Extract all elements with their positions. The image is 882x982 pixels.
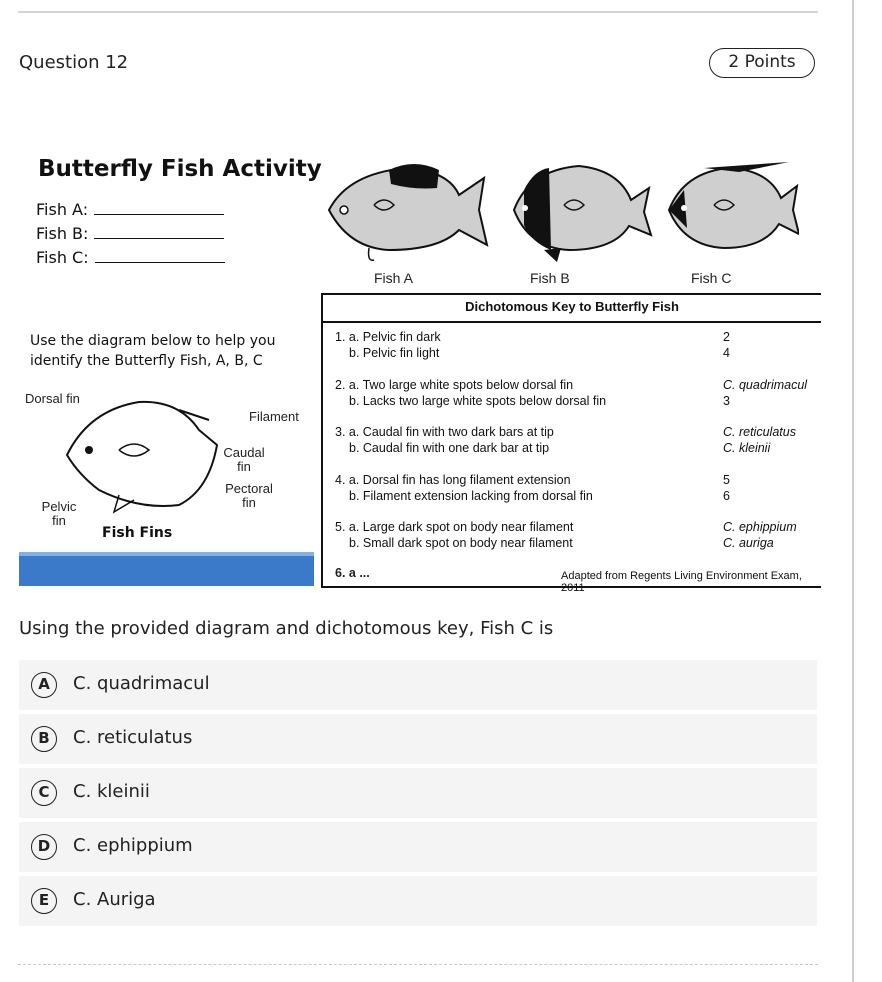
option-b-text: C. reticulatus xyxy=(73,727,193,748)
option-d-letter: D xyxy=(31,834,57,860)
key-row-2a: 2. a. Two large white spots below dorsal fin xyxy=(335,378,574,392)
option-c-text: C. kleinii xyxy=(73,781,150,802)
fish-b-blank xyxy=(36,222,224,243)
key-ans-4a: 5 xyxy=(723,473,730,487)
key-ans-4b: 6 xyxy=(723,489,730,503)
instruction-text: Use the diagram below to help you identify the Butterfly Fish, A, B, C xyxy=(30,333,276,369)
top-divider xyxy=(18,11,818,13)
key-row-5a: 5. a. Large dark spot on body near filament xyxy=(335,520,574,534)
blue-bar xyxy=(19,552,314,586)
fish-drawings xyxy=(319,150,799,270)
key-title: Dichotomous Key to Butterfly Fish xyxy=(323,295,821,323)
key-ans-2b: 3 xyxy=(723,394,730,408)
key-row-1 xyxy=(335,329,815,361)
fish-c-blank xyxy=(36,246,225,267)
pelvic-fin-label: Pelvic fin xyxy=(41,499,77,528)
key-ans-5b: C. auriga xyxy=(723,536,774,550)
points-badge: 2 Points xyxy=(709,48,815,78)
key-ans-3b: C. kleinii xyxy=(723,441,771,455)
key-row-5b: b. Small dark spot on body near filament xyxy=(349,536,573,550)
option-e-text: C. Auriga xyxy=(73,889,156,910)
option-b-letter: B xyxy=(31,726,57,752)
key-row-4 xyxy=(335,472,815,504)
option-d[interactable] xyxy=(19,822,817,872)
option-a-text: C. quadrimacul xyxy=(73,673,210,694)
key-row-2b: b. Lacks two large white spots below dorsal fin xyxy=(349,394,607,408)
pectoral-fin-label: Pectoral fin xyxy=(225,481,273,510)
activity-title: Butterfly Fish Activity xyxy=(38,156,322,182)
activity-figure xyxy=(19,140,819,594)
fish-c-label: Fish C: xyxy=(36,248,89,267)
key-row-4a: 4. a. Dorsal fin has long filament extension xyxy=(335,473,571,487)
caudal-fin-label: Caudal fin xyxy=(223,445,265,474)
fish-b-caption: Fish B xyxy=(530,270,570,286)
key-row-4b: b. Filament extension lacking from dorsal fin xyxy=(349,489,593,503)
key-row-6: 6. a ... xyxy=(335,566,370,580)
key-row-1b: b. Pelvic fin light xyxy=(349,346,440,360)
key-ans-2a: C. quadrimacul xyxy=(723,378,808,392)
fish-c-caption: Fish C xyxy=(691,270,732,286)
fish-fins-title: Fish Fins xyxy=(102,525,173,541)
fish-c-drawing xyxy=(669,162,799,248)
option-c[interactable] xyxy=(19,768,817,818)
dorsal-fin-label: Dorsal fin xyxy=(25,391,80,406)
key-ans-1b: 4 xyxy=(723,346,730,360)
key-ans-1a: 2 xyxy=(723,330,730,344)
key-row-1a: 1. a. Pelvic fin dark xyxy=(335,330,441,344)
key-row-3b: b. Caudal fin with one dark bar at tip xyxy=(349,441,550,455)
option-d-text: C. ephippium xyxy=(73,835,193,856)
fish-a-label: Fish A: xyxy=(36,200,89,219)
key-credit: Adapted from Regents Living Environment Exam, 2011 xyxy=(561,570,802,594)
bottom-divider xyxy=(18,964,818,965)
filament-label: Filament xyxy=(249,409,299,424)
option-b[interactable] xyxy=(19,714,817,764)
dichotomous-key xyxy=(321,293,821,594)
question-prompt: Using the provided diagram and dichotomous key, Fish C is xyxy=(19,618,554,639)
fish-b-label: Fish B: xyxy=(36,224,89,243)
option-e-letter: E xyxy=(31,888,57,914)
scrollbar-track[interactable] xyxy=(852,0,854,982)
fish-a-blank xyxy=(36,198,224,219)
option-a[interactable] xyxy=(19,660,817,710)
fish-a-drawing xyxy=(329,164,487,260)
key-row-3a: 3. a. Caudal fin with two dark bars at tip xyxy=(335,425,554,439)
fish-a-caption: Fish A xyxy=(374,270,413,286)
question-title: Question 12 xyxy=(19,52,129,73)
key-ans-5a: C. ephippium xyxy=(723,520,797,534)
key-ans-3a: C. reticulatus xyxy=(723,425,796,439)
fish-b-drawing xyxy=(514,166,651,262)
option-c-letter: C xyxy=(31,780,57,806)
option-a-letter: A xyxy=(31,672,57,698)
option-e[interactable] xyxy=(19,876,817,926)
